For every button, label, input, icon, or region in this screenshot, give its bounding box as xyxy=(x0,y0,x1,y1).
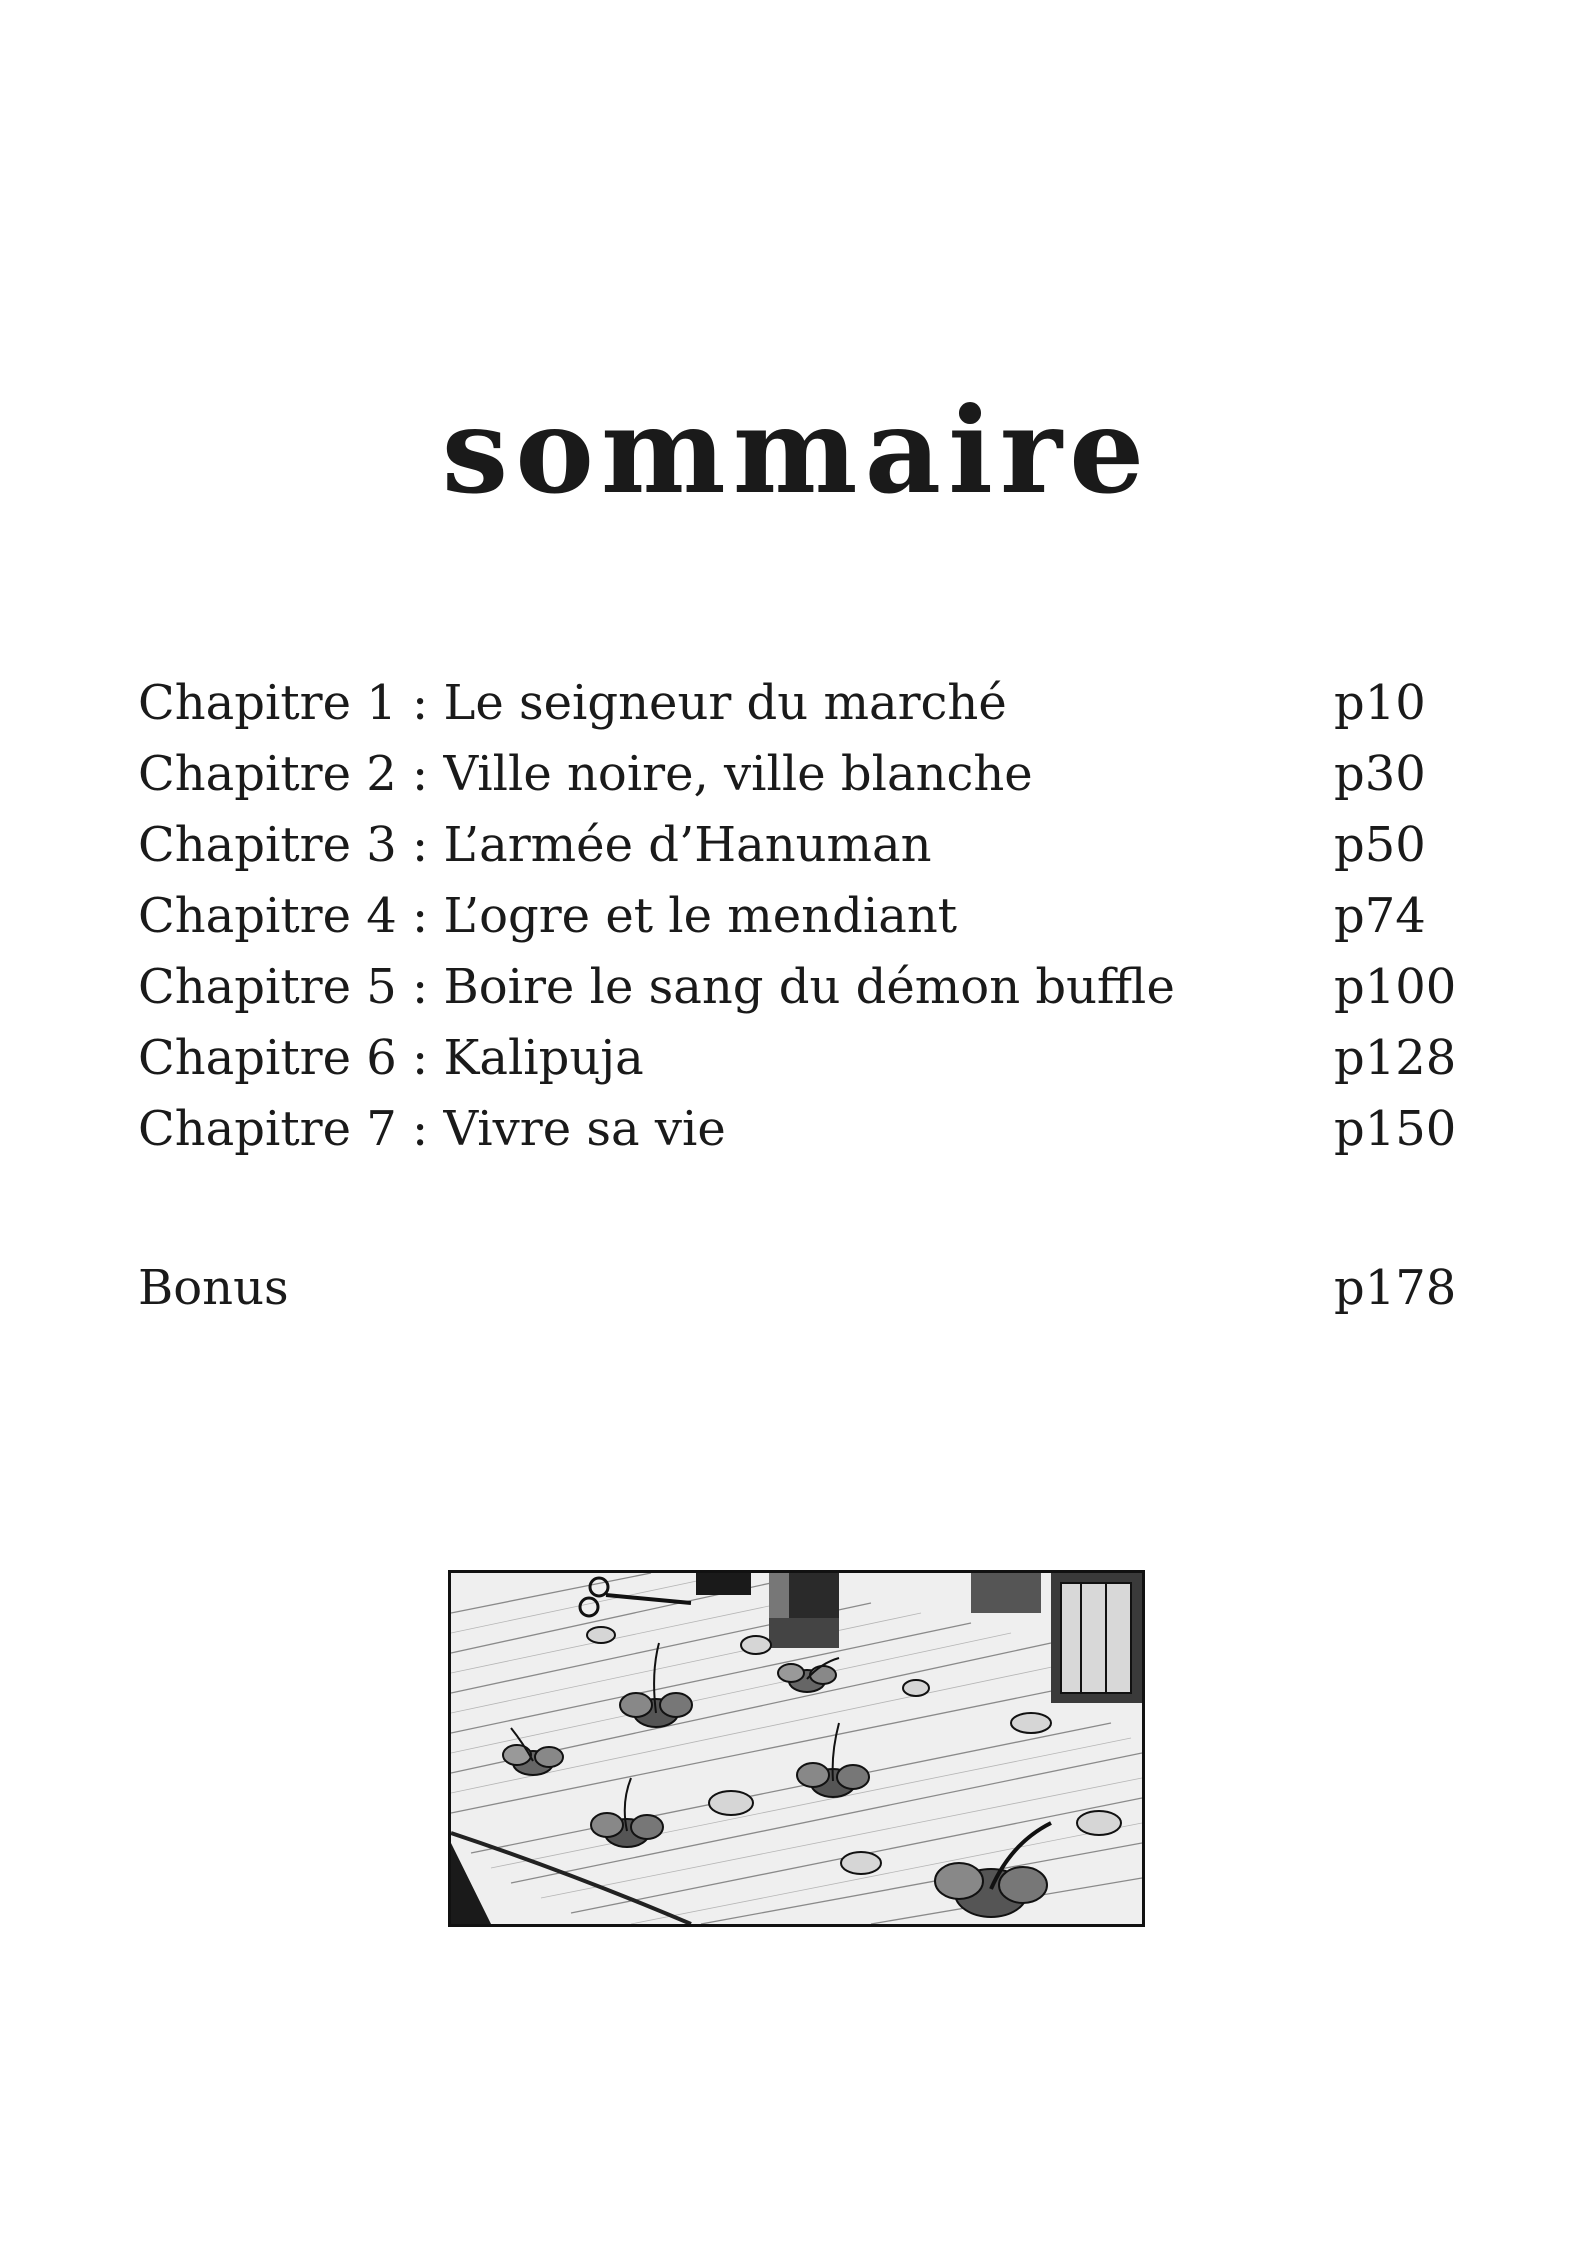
toc-row-chapter-3[interactable] xyxy=(138,810,1448,881)
bonus-page: p178 xyxy=(1334,1260,1457,1316)
toc-row-chapter-4[interactable] xyxy=(138,881,1448,952)
table-of-contents xyxy=(138,668,1457,1165)
chapter-title: Chapitre 1 : Le seigneur du marché xyxy=(138,675,1007,731)
bottle-base xyxy=(696,1573,751,1595)
toc-row-chapter-6[interactable] xyxy=(138,1023,1457,1094)
chapter-page: p128 xyxy=(1334,1030,1457,1086)
toc-row-chapter-5[interactable] xyxy=(138,952,1457,1023)
chapter-title: Chapitre 4 : L’ogre et le mendiant xyxy=(138,888,958,944)
chapter-page: p150 xyxy=(1334,1101,1457,1157)
chapter-title: Chapitre 3 : L’armée d’Hanuman xyxy=(138,817,932,873)
toc-row-chapter-7[interactable] xyxy=(138,1094,1457,1165)
bonus-title: Bonus xyxy=(138,1260,289,1316)
illustration-flowers-on-table xyxy=(451,1573,1142,1924)
chapter-title: Chapitre 7 : Vivre sa vie xyxy=(138,1101,726,1157)
chapter-page: p30 xyxy=(1334,746,1426,802)
illustration-panel xyxy=(448,1570,1145,1927)
chapter-title: Chapitre 5 : Boire le sang du démon buffle xyxy=(138,959,1175,1015)
page-title: sommaire xyxy=(441,381,1152,520)
toc-row-chapter-2[interactable] xyxy=(138,739,1448,810)
chapter-title: Chapitre 6 : Kalipuja xyxy=(138,1030,644,1086)
toc-row-bonus[interactable] xyxy=(138,1253,1457,1324)
chapter-page: p50 xyxy=(1334,817,1426,873)
chapter-page: p10 xyxy=(1334,675,1426,731)
chapter-page: p100 xyxy=(1334,959,1457,1015)
chapter-title: Chapitre 2 : Ville noire, ville blanche xyxy=(138,746,1033,802)
chapter-page: p74 xyxy=(1334,888,1426,944)
toc-row-chapter-1[interactable] xyxy=(138,668,1448,739)
